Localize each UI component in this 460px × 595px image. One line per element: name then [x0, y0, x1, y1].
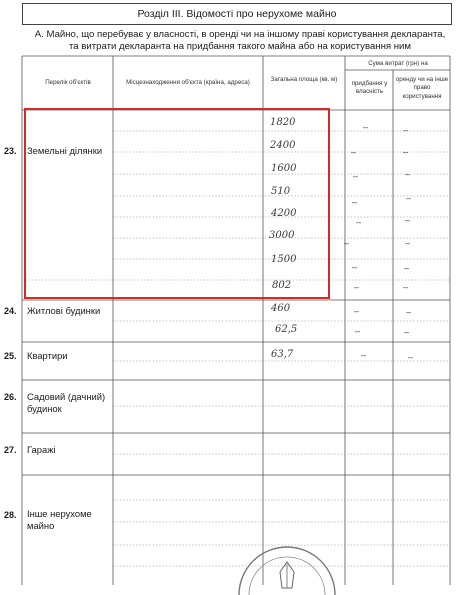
row-label-summer-house: Садовий (дачний) будинок: [27, 391, 106, 414]
area-value: 62,5: [275, 324, 298, 335]
dash-mark: –: [403, 147, 409, 157]
dash-mark: –: [405, 215, 411, 225]
area-value: 802: [272, 280, 292, 291]
row-number: 24.: [4, 306, 17, 316]
area-value: 3000: [269, 230, 295, 241]
header-object-list: Перелік об'єктів: [45, 79, 91, 86]
dash-mark: –: [363, 122, 369, 132]
header-rent: оренду чи на інше право користування: [395, 76, 449, 100]
area-value: 1820: [270, 117, 296, 128]
dash-mark: –: [403, 125, 409, 135]
dash-mark: –: [405, 169, 411, 179]
dash-mark: –: [356, 217, 362, 227]
header-ownership: придбання у власність: [351, 80, 388, 96]
dash-mark: –: [352, 197, 358, 207]
area-value: 63,7: [271, 349, 294, 360]
dash-mark: –: [351, 147, 357, 157]
row-number: 26.: [4, 392, 17, 402]
highlight-box: [24, 108, 330, 299]
area-value: 510: [271, 186, 291, 197]
row-number: 27.: [4, 445, 17, 455]
row-number: 23.: [4, 146, 17, 156]
intro-line-1: А. Майно, що перебуває у власності, в оренді чи на іншому праві користування декларанта,: [34, 29, 446, 40]
row-label-houses: Житлові будинки: [27, 305, 101, 316]
dash-mark: –: [404, 327, 410, 337]
dash-mark: –: [352, 262, 358, 272]
dash-mark: –: [404, 263, 410, 273]
area-value: 1500: [271, 254, 297, 265]
header-area: Загальна площа (кв. м): [270, 76, 338, 83]
area-value: 2400: [270, 140, 296, 151]
intro-line-2: та витрати декларанта на придбання такого майна або на користування ним: [68, 41, 412, 52]
area-value: 4200: [271, 208, 297, 219]
dash-mark: –: [361, 350, 367, 360]
row-label-apartments: Квартири: [27, 350, 68, 361]
row-label-other: Інше нерухоме майно: [27, 508, 92, 531]
header-location: Місцезнаходження об'єкта (країна, адреса): [126, 79, 250, 86]
area-value: 1600: [271, 163, 297, 174]
row-label-garages: Гаражі: [27, 444, 56, 455]
dash-mark: –: [355, 326, 361, 336]
official-seal: [232, 540, 342, 595]
header-costs: Сума витрат (грн) на: [368, 60, 428, 67]
row-label-land: Земельні ділянки: [27, 145, 103, 156]
row-number: 28.: [4, 510, 17, 520]
row-number: 25.: [4, 351, 17, 361]
section-title: Розділ III. Відомості про нерухоме майно: [22, 3, 452, 25]
dash-mark: –: [408, 352, 414, 362]
area-value: 460: [271, 303, 291, 314]
dash-mark: –: [406, 307, 412, 317]
dash-mark: –: [354, 306, 360, 316]
dash-mark: –: [354, 282, 360, 292]
dash-mark: –: [353, 171, 359, 181]
dash-mark: –: [344, 238, 350, 248]
dash-mark: –: [403, 282, 409, 292]
dash-mark: –: [406, 193, 412, 203]
dash-mark: –: [405, 238, 411, 248]
